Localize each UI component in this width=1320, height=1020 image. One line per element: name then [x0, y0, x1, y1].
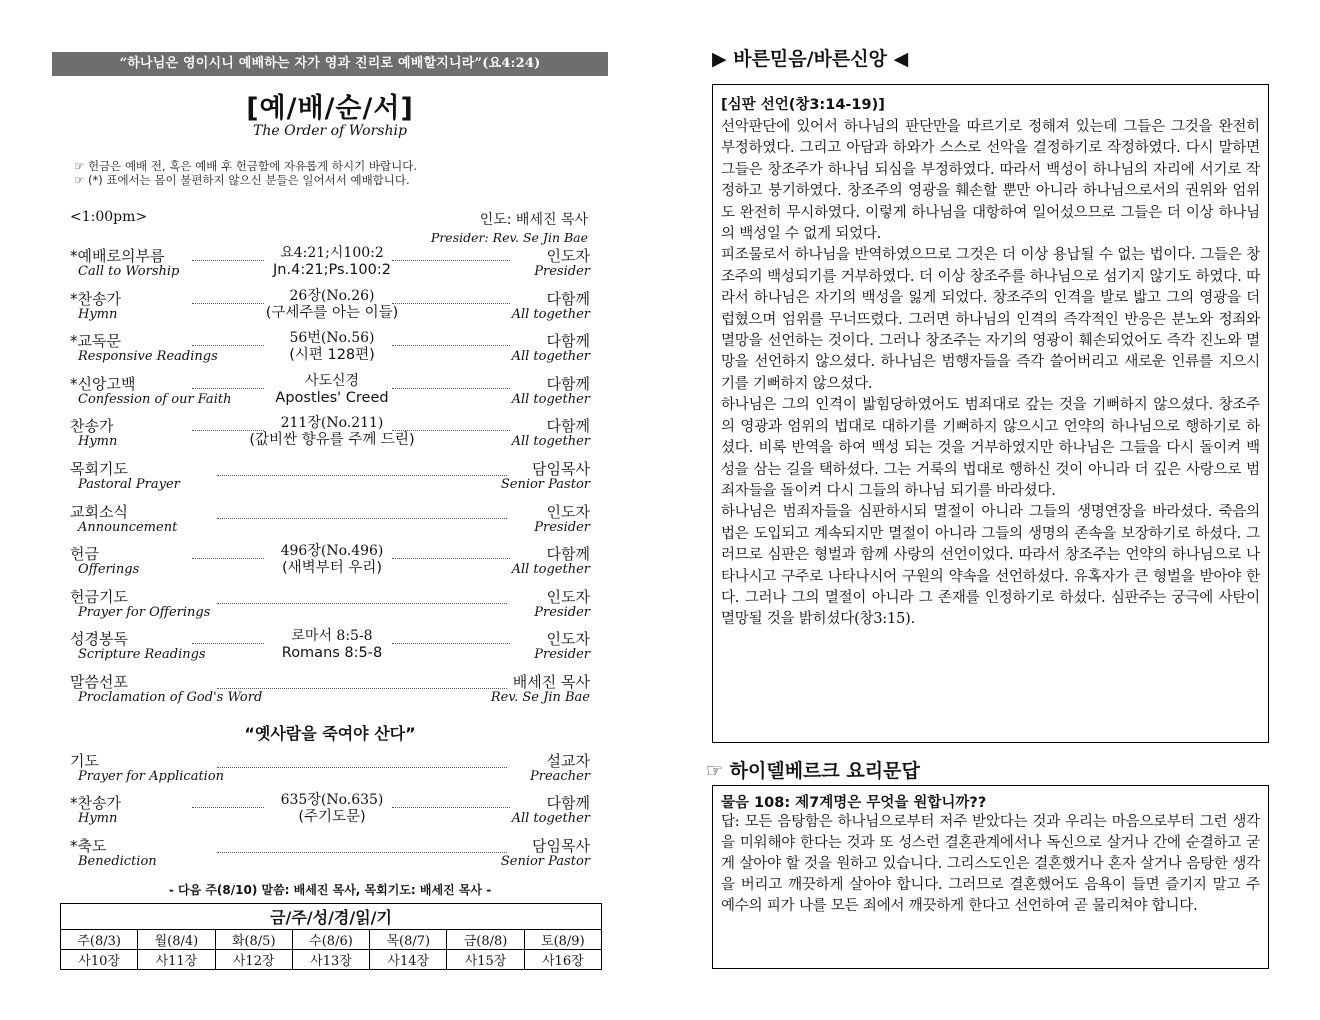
order-item-detail-main: 26장(No.26): [289, 287, 375, 304]
leader-dots: [192, 260, 264, 261]
order-item-detail: [232, 415, 432, 449]
order-item-title-en: Scripture Readings: [78, 647, 206, 663]
page-title: [예/배/순/서]: [246, 93, 414, 124]
leader-dots: [217, 603, 507, 604]
order-list-after-sermon: [52, 750, 608, 878]
order-item-title-en: Pastoral Prayer: [78, 476, 180, 492]
leader-dots: [192, 430, 264, 431]
order-item-detail: [232, 543, 432, 577]
sermon-title: “옛사람을 죽여야 산다”: [244, 723, 416, 743]
order-item-title-en: Announcement: [78, 519, 178, 535]
order-item-person-en: Presider: [534, 604, 590, 620]
order-item-person-en: Senior Pastor: [500, 853, 590, 869]
order-item-detail-sub: (시편 128편): [289, 347, 375, 364]
faith-box-title: [심판 선언(창3:14-19)]: [721, 97, 885, 113]
order-item: [52, 501, 608, 544]
leader-dots: [192, 345, 264, 346]
faith-paragraph: 하나님은 범죄자들을 심판하시되 멸절이 아니라 그들의 생명연장을 바라셨다. 죽음의 법은 도입되고 계속되지만 멸절이 아니라 그들의 생명의 존속을 보장하기로 하셨다. 그러므로 심판은 형벌과 함께 사랑의 선언이었다. 따라서 창조주는 언약의 하나님으로 나타나시고 구주로 나타나시어 구원의 약속을 선언하셨다. 유혹자가 큰 형벌을 받아야 한다. 그러나 그의 멸절이 아니라 그 존재를 인정하기로 하셨다. 심판주는 궁극에 사탄이 멸망될 것을 밝히셨다(창3:15).: [721, 504, 1260, 628]
order-item: [52, 586, 608, 629]
leader-dots: [217, 475, 507, 476]
order-item: [52, 288, 608, 331]
next-week-note: - 다음 주(8/10) 말씀: 배세진 목사, 목회기도: 배세진 목사 -: [168, 883, 492, 898]
order-item-title: 헌금기도: [70, 587, 128, 606]
order-item: [52, 543, 608, 586]
order-item-detail-main: 사도신경: [304, 372, 360, 389]
order-item-person-en: All together: [511, 811, 590, 827]
order-item-title: *찬송가: [70, 794, 121, 813]
faith-paragraph: 선악판단에 있어서 하나님의 판단만을 따르기로 정해져 있는데 그들은 그것을 완전히 부정하였다. 그리고 아담과 하와가 스스로 선악을 결정하기로 작정하였다. 다시 말하면 그들은 창조주가 하나님 되심을 부정하였다. 따라서 백성이 하나님의 자리에 서기로 작정하고 붕기하였다. 창조주의 영광을 훼손할 뿐만 아니라 하나님으로서의 권위와 엄위도 완전히 무시하였다. 이렇게 하나님을 대항하여 일어섰으므로 그들은 더 이상 하나님의 백성일 수 없게 되었다.: [721, 119, 1260, 243]
leader-kr: 인도: 배세진 목사: [479, 212, 588, 228]
scripture-banner: “하나님은 영이시니 예배하는 자가 영과 진리로 예배할지니라”(요4:24): [52, 52, 608, 76]
worship-notes: [74, 159, 608, 187]
faith-box-body: [721, 117, 1260, 631]
time-row: [52, 209, 608, 245]
order-item-detail-sub: Romans 8:5-8: [281, 645, 383, 662]
order-item-title: 말씀선포: [70, 672, 128, 691]
bible-reading-table: [60, 903, 602, 970]
order-item-detail-sub: (구세주를 아는 이들): [265, 304, 399, 321]
catechism-answer: 답: 모든 음탕함은 하나님으로부터 저주 받았다는 것과 우리는 마음으로부터 그런 생각을 미워해야 한다는 것과 또 성스런 결혼관계에서나 독신으로 살거나 간에 순결하고 굳게 살아야 할 것을 원하고 있습니다. 그리스도인은 결혼했거나 혼자 살거나 음탕한 생각을 버리고 깨끗하게 살아야 합니다. 그러므로 결혼했어도 음욕이 들면 즐기지 말고 주 예수의 피가 나를 모든 죄에서 깨끗하게 한다고 선언하여 곧 물리쳐야 합니다.: [721, 814, 1260, 914]
order-item-title-en: Call to Worship: [78, 264, 180, 279]
order-item-title-en: Benediction: [78, 853, 157, 869]
order-item: [52, 330, 608, 373]
order-item-title: *예배로의부름: [70, 247, 165, 265]
order-item-person: 설교자: [546, 751, 590, 770]
note-standing: ☞ (*) 표에서는 몸이 불편하지 않으신 분들은 일어서서 예배합니다.: [74, 173, 410, 187]
page-subtitle: The Order of Worship: [253, 123, 407, 139]
order-item-detail: [232, 373, 432, 407]
order-item: [52, 792, 608, 835]
order-item-title: *찬송가: [70, 289, 121, 308]
order-item-person: 다함께: [546, 417, 590, 436]
order-item-title: *축도: [70, 836, 107, 855]
order-item-person: 배세진 목사: [512, 672, 590, 691]
leader-dots: [217, 852, 507, 853]
order-item-detail-sub: Apostles' Creed: [275, 389, 389, 406]
order-item-detail: [232, 628, 432, 662]
catechism-box: [712, 785, 1269, 969]
leader-dots: [392, 807, 510, 808]
order-item-title: *교독문: [70, 332, 121, 351]
bible-reading-chapter: 사13장: [292, 950, 369, 970]
service-time: <1:00pm>: [70, 209, 148, 225]
bible-reading-chapter: 사15장: [447, 950, 524, 970]
order-item-person-en: Preacher: [530, 768, 590, 784]
leader-dots: [192, 807, 264, 808]
bible-reading-chapter: 사12장: [215, 950, 292, 970]
order-item-title-en: Responsive Readings: [78, 349, 218, 365]
bible-reading-day: 수(8/6): [292, 930, 369, 950]
bible-reading-day: 목(8/7): [370, 930, 447, 950]
bible-reading-chapter: 사14장: [370, 950, 447, 970]
order-item: [52, 750, 608, 793]
leader-dots: [192, 303, 264, 304]
order-item-person: 담임목사: [532, 836, 590, 855]
order-item-person: 인도자: [546, 630, 590, 649]
order-item-title-en: Confession of our Faith: [78, 391, 232, 407]
order-item-detail-sub: (값비싼 향유를 주께 드린): [249, 432, 415, 449]
bible-reading-chapter: 사16장: [524, 950, 601, 970]
leader-en: Presider: Rev. Se Jin Bae: [430, 230, 588, 245]
order-item-person-en: All together: [511, 391, 590, 407]
order-item-person: 다함께: [546, 332, 590, 351]
order-item-person-en: Senior Pastor: [500, 476, 590, 492]
order-item: [52, 671, 608, 714]
order-item-title: 찬송가: [70, 417, 114, 436]
leader-dots: [217, 518, 507, 519]
order-item-person-en: All together: [511, 306, 590, 322]
order-item-detail: [232, 330, 432, 364]
order-item-title-en: Prayer for Application: [78, 768, 225, 784]
note-offering: ☞ 헌금은 예배 전, 혹은 예배 후 헌금함에 자유롭게 하시기 바랍니다.: [74, 159, 418, 173]
order-item-detail-main: 496장(No.496): [280, 543, 384, 560]
leader-dots: [217, 688, 507, 689]
order-item-detail-sub: Jn.4:21;Ps.100:2: [273, 262, 391, 278]
order-item-person: 인도자: [546, 587, 590, 606]
order-item-title-en: Hymn: [78, 434, 118, 450]
bible-reading-day: 토(8/9): [524, 930, 601, 950]
bible-reading-chapter: 사10장: [61, 950, 138, 970]
order-item-title-en: Offerings: [78, 562, 140, 578]
leader-dots: [392, 260, 510, 261]
order-item-detail-main: 요4:21;시100:2: [280, 245, 384, 261]
order-item-title-en: Hymn: [78, 306, 118, 322]
leader-dots: [217, 767, 507, 768]
order-item-person-en: Rev. Se Jin Bae: [490, 689, 590, 705]
order-item-person: 다함께: [546, 794, 590, 813]
faith-box: [712, 84, 1269, 743]
order-item: [52, 835, 608, 878]
order-item-person: 인도자: [546, 247, 590, 265]
bible-reading-chapters: [61, 950, 602, 970]
leader-dots: [392, 643, 510, 644]
leader-dots: [392, 558, 510, 559]
bible-reading-day: 금(8/8): [447, 930, 524, 950]
bible-reading-day: 월(8/4): [138, 930, 215, 950]
order-item-title-en: Hymn: [78, 811, 118, 827]
order-item-title: *신앙고백: [70, 374, 136, 393]
order-item-person-en: All together: [511, 349, 590, 365]
order-item-person-en: Presider: [534, 519, 590, 535]
leader-dots: [192, 558, 264, 559]
leader-dots: [392, 430, 510, 431]
order-item-detail-main: 635장(No.635): [280, 792, 384, 809]
leader-dots: [192, 388, 264, 389]
order-item-detail: [232, 792, 432, 826]
bible-reading-day: 주(8/3): [61, 930, 138, 950]
order-item-title: 교회소식: [70, 502, 128, 521]
order-item-person: 인도자: [546, 502, 590, 521]
bible-reading-day: 화(8/5): [215, 930, 292, 950]
order-item: [52, 458, 608, 501]
order-item-title: 성경봉독: [70, 630, 128, 649]
order-item-person-en: All together: [511, 434, 590, 450]
order-item: [52, 245, 608, 288]
order-item-person: 담임목사: [532, 459, 590, 478]
leader: [431, 209, 588, 245]
order-item-person-en: All together: [511, 562, 590, 578]
bible-reading-chapter: 사11장: [138, 950, 215, 970]
order-item-detail: [232, 288, 432, 322]
bible-reading-header: 금/주/성/경/읽/기: [61, 904, 602, 930]
order-item-person: 다함께: [546, 289, 590, 308]
order-item-person-en: Presider: [534, 647, 590, 663]
catechism-heading: ☞ 하이델베르크 요리문답: [706, 760, 920, 782]
order-item-detail-main: 211장(No.211): [280, 415, 384, 432]
order-item: [52, 628, 608, 671]
order-item-person: 다함께: [546, 545, 590, 564]
leader-dots: [392, 345, 510, 346]
order-item-person-en: Presider: [534, 264, 590, 279]
faith-paragraph: 하나님은 그의 인격이 밟힘당하였어도 범죄대로 갚는 것을 기뻐하지 않으셨다. 창조주의 영광과 엄위의 법대로 대하기를 기뻐하지 않으시고 언약의 하나님으로 행하기로 하셨다. 비록 반역을 하여 백성 되는 것을 거부하였지만 하나님은 그들을 다시 돌이켜 백성을 삼는 길을 택하셨다. 그는 거룩의 법대로 행하신 것이 아니라 더 깊은 사랑으로 범죄자들을 돌이켜 다시 그들의 하나님 되기를 바라셨다.: [721, 397, 1260, 499]
worship-order-column: [52, 52, 608, 898]
order-item-title-en: Proclamation of God's Word: [78, 689, 263, 705]
order-item-detail-sub: (주기도문): [298, 809, 366, 826]
order-item-title: 목회기도: [70, 459, 128, 478]
order-item-detail-sub: (새벽부터 우리): [282, 560, 382, 577]
bible-reading-days: [61, 930, 602, 950]
order-item-person: 다함께: [546, 374, 590, 393]
leader-dots: [192, 643, 264, 644]
leader-dots: [392, 388, 510, 389]
faith-paragraph: 피조물로서 하나님을 반역하였으므로 그것은 더 이상 용납될 수 없는 법이다. 그들은 창조주의 백성되기를 거부하였다. 더 이상 창조주를 하나님으로 섬기지 않기도 하였다. 따라서 하나님은 자기의 백성을 잃게 되었다. 창조주의 인격을 발로 밟고 그의 영광을 더럽혔으며 엄위를 무너뜨렸다. 그러면 하나님의 인격의 즉각적인 반응은 분노와 정죄와 멸망을 선언하는 것이다. 그러나 창조주는 자기의 영광이 훼손되었어도 즉각 진노와 멸망을 선언하지 않으셨다. 하나님은 범행자들을 즉각 쓸어버리고 새로운 인류를 지으시기를 기뻐하지 않으셨다.: [721, 247, 1260, 392]
order-item: [52, 415, 608, 458]
order-item-title-en: Prayer for Offerings: [78, 604, 211, 620]
order-item-title: 기도: [70, 751, 99, 770]
order-list: [52, 245, 608, 714]
order-item-detail-main: 56번(No.56): [289, 330, 375, 347]
order-item-detail-main: 로마서 8:5-8: [291, 628, 373, 645]
faith-heading: ▶ 바른믿음/바른신앙 ◀: [712, 48, 909, 70]
order-item-detail: [232, 245, 432, 279]
catechism-question: 물음 108: 제7계명은 무엇을 원합니까??: [721, 795, 987, 811]
leader-dots: [392, 303, 510, 304]
order-item-title: 헌금: [70, 545, 99, 564]
order-item: [52, 373, 608, 416]
